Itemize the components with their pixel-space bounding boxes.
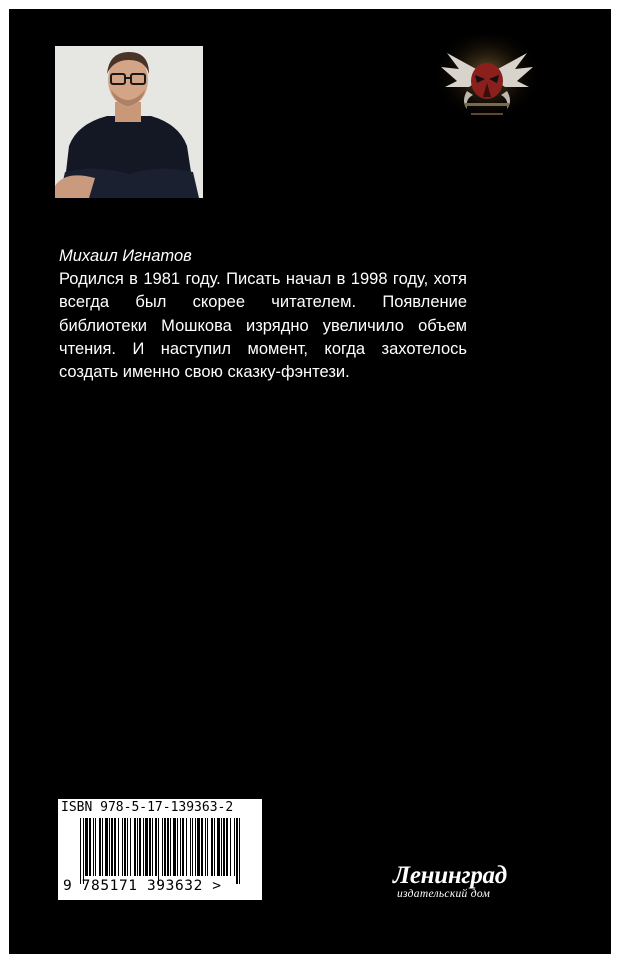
isbn-label: ISBN 978-5-17-139363-2 [61, 800, 234, 815]
publisher-logo [393, 864, 543, 901]
author-bio-text: Родился в 1981 году. Писать начал в 1998 году, хотя всегда был скорее читателем. Появление библиотеки Мошкова изрядно увеличило объем чтения. И наступил момент, когда захотелось создать именно свою сказку-фэнтези. [59, 270, 467, 382]
author-bio-block [59, 245, 467, 384]
ean-digits: 9 785171 393632 > [63, 878, 222, 894]
author-photo [55, 46, 203, 198]
publisher-name: Ленинград [393, 862, 507, 889]
book-back-cover [9, 9, 611, 954]
publisher-subtitle: издательский дом [397, 888, 491, 900]
winged-mask-emblem-icon [437, 35, 537, 123]
author-name: Михаил Игнатов [59, 247, 192, 265]
isbn-barcode [58, 799, 262, 900]
